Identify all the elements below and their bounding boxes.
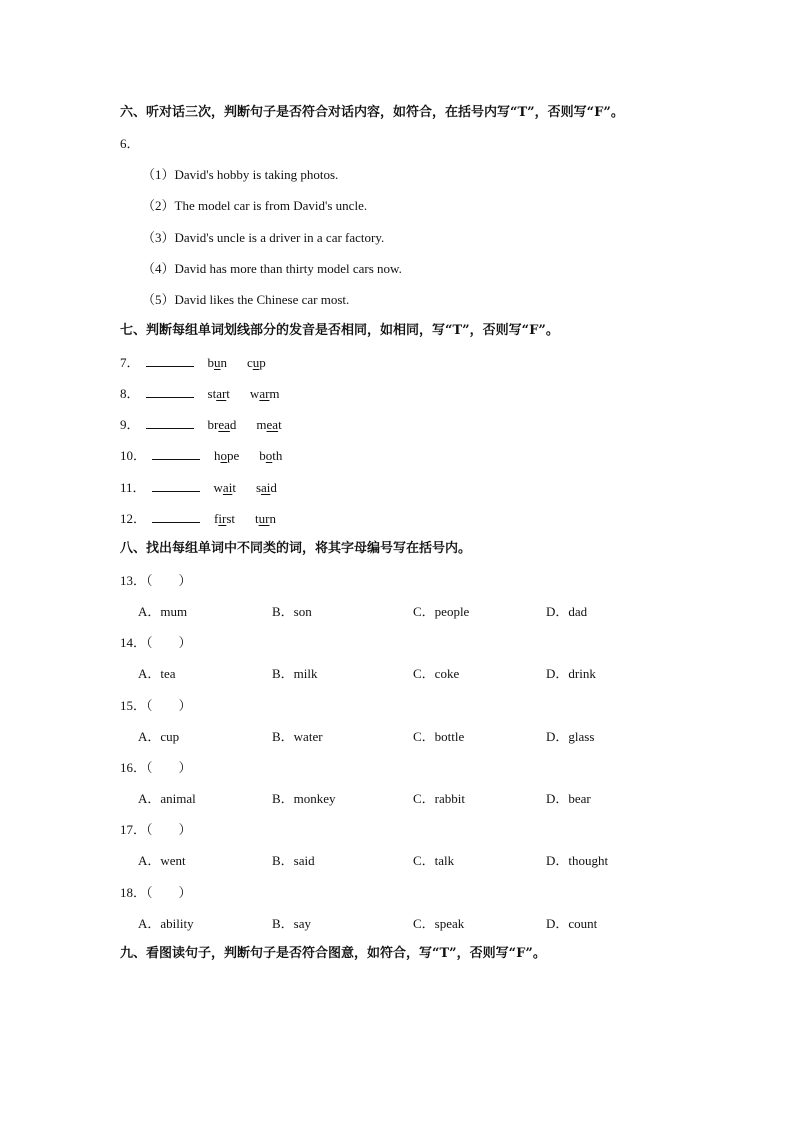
answer-blank[interactable]	[152, 511, 200, 523]
word-second	[259, 448, 282, 464]
option-d: D．glass	[546, 729, 595, 744]
choice-question	[120, 698, 192, 715]
option-c: C．coke	[413, 666, 460, 681]
pronunciation-row	[120, 448, 282, 465]
question-number: 13．	[120, 573, 147, 588]
underlined-letters: o	[220, 448, 228, 463]
pronunciation-row	[120, 386, 280, 403]
answer-blank[interactable]	[146, 417, 194, 429]
word-part: t	[278, 417, 282, 432]
choice-question	[120, 760, 192, 777]
answer-parentheses[interactable]: （ ）	[146, 635, 192, 650]
question-number: 16．	[120, 760, 147, 775]
word-second	[247, 355, 266, 371]
word-part: th	[272, 448, 283, 463]
word-part: p	[259, 355, 266, 370]
question-number: 7．	[120, 355, 140, 370]
option-b: B．monkey	[272, 791, 336, 806]
word-part: pe	[227, 448, 240, 463]
statement-2: （2）The model car is from David's uncle.	[142, 198, 368, 213]
answer-blank[interactable]	[152, 448, 200, 460]
word-part: st	[226, 511, 235, 526]
option-b: B．son	[272, 604, 312, 619]
underlined-letters: u	[214, 355, 221, 370]
question-number: 15．	[120, 698, 147, 713]
answer-parentheses[interactable]: （ ）	[146, 885, 192, 900]
question-number: 9．	[120, 417, 140, 432]
word-part: n	[220, 355, 228, 370]
question-number: 17．	[120, 822, 147, 837]
word-part: d	[229, 417, 237, 432]
underlined-letters: ar	[259, 386, 270, 401]
option-d: D．thought	[546, 853, 609, 868]
word-second	[256, 480, 277, 496]
word-first	[208, 355, 228, 371]
section-9-heading: 九、看图读句子，判断句子是否符合图意，如符合，写“T”，否则写“F”。	[120, 946, 546, 961]
word-part: m	[269, 386, 280, 401]
option-c: C．rabbit	[413, 791, 465, 806]
section-6-heading: 六、听对话三次，判断句子是否符合对话内容，如符合，在括号内写“T”，否则写“F”。	[120, 105, 624, 120]
word-first	[208, 417, 237, 433]
pronunciation-row	[120, 417, 282, 434]
underlined-letters: ai	[222, 480, 233, 495]
word-part: t	[254, 511, 259, 526]
statement-4: （4）David has more than thirty model cars now.	[142, 261, 402, 276]
question-6-number: 6．	[120, 136, 140, 151]
word-first	[214, 480, 236, 496]
underlined-letters: ir	[218, 511, 227, 526]
option-d: D．drink	[546, 666, 596, 681]
word-part: h	[214, 448, 221, 463]
word-part: n	[269, 511, 276, 526]
word-first	[208, 386, 230, 402]
answer-parentheses[interactable]: （ ）	[146, 573, 192, 588]
option-c: C．speak	[413, 916, 465, 931]
section-8-heading: 八、找出每组单词中不同类的词，将其字母编号写在括号内。	[120, 541, 472, 556]
underlined-letters: ur	[258, 511, 270, 526]
word-second	[250, 386, 280, 402]
answer-blank[interactable]	[146, 386, 194, 398]
statement-1: （1）David's hobby is taking photos.	[142, 167, 339, 182]
underlined-letters: u	[252, 355, 260, 370]
question-number: 18．	[120, 885, 147, 900]
option-b: B．said	[272, 853, 315, 868]
word-part: t	[226, 386, 230, 401]
word-part: m	[256, 417, 267, 432]
question-number: 11．	[120, 480, 146, 495]
pronunciation-row	[120, 355, 266, 372]
option-d: D．count	[546, 916, 598, 931]
option-b: B．say	[272, 916, 312, 931]
underlined-letters: ai	[261, 480, 271, 495]
answer-parentheses[interactable]: （ ）	[146, 822, 192, 837]
word-part: b	[259, 448, 266, 463]
answer-blank[interactable]	[152, 480, 200, 492]
choice-question	[120, 885, 192, 902]
underlined-letters: o	[265, 448, 273, 463]
question-number: 8．	[120, 386, 140, 401]
option-b: B．water	[272, 729, 323, 744]
word-part: b	[207, 355, 215, 370]
option-a: A．ability	[138, 916, 194, 931]
option-a: A．mum	[138, 604, 188, 619]
word-second	[256, 417, 281, 433]
answer-blank[interactable]	[146, 355, 194, 367]
option-d: D．dad	[546, 604, 588, 619]
option-d: D．bear	[546, 791, 591, 806]
answer-parentheses[interactable]: （ ）	[146, 698, 192, 713]
question-number: 10．	[120, 448, 147, 463]
word-part: s	[255, 480, 261, 495]
option-c: C．people	[413, 604, 470, 619]
word-second	[255, 511, 276, 527]
word-part: w	[213, 480, 223, 495]
word-first	[214, 448, 239, 464]
word-part: st	[207, 386, 217, 401]
option-a: A．cup	[138, 729, 180, 744]
word-part: c	[247, 355, 253, 370]
underlined-letters: ea	[218, 417, 230, 432]
section-7-heading: 七、判断每组单词划线部分的发音是否相同，如相同，写“T”，否则写“F”。	[120, 323, 559, 338]
option-a: A．tea	[138, 666, 176, 681]
statement-3: （3）David's uncle is a driver in a car factory.	[142, 230, 385, 245]
answer-parentheses[interactable]: （ ）	[146, 760, 192, 775]
word-part: f	[214, 511, 219, 526]
question-number: 14．	[120, 635, 147, 650]
word-first	[214, 511, 235, 527]
question-number: 12．	[120, 511, 147, 526]
pronunciation-row	[120, 511, 276, 528]
choice-question	[120, 573, 192, 590]
statement-5: （5）David likes the Chinese car most.	[142, 292, 350, 307]
word-part: w	[249, 386, 260, 401]
choice-question	[120, 822, 192, 839]
choice-question	[120, 635, 192, 652]
word-part: d	[270, 480, 277, 495]
word-part: t	[232, 480, 236, 495]
underlined-letters: ea	[266, 417, 279, 432]
underlined-letters: ar	[216, 386, 227, 401]
option-b: B．milk	[272, 666, 318, 681]
option-a: A．went	[138, 853, 186, 868]
pronunciation-row	[120, 480, 277, 497]
word-part: br	[207, 417, 219, 432]
option-c: C．talk	[413, 853, 455, 868]
option-c: C．bottle	[413, 729, 465, 744]
option-a: A．animal	[138, 791, 196, 806]
